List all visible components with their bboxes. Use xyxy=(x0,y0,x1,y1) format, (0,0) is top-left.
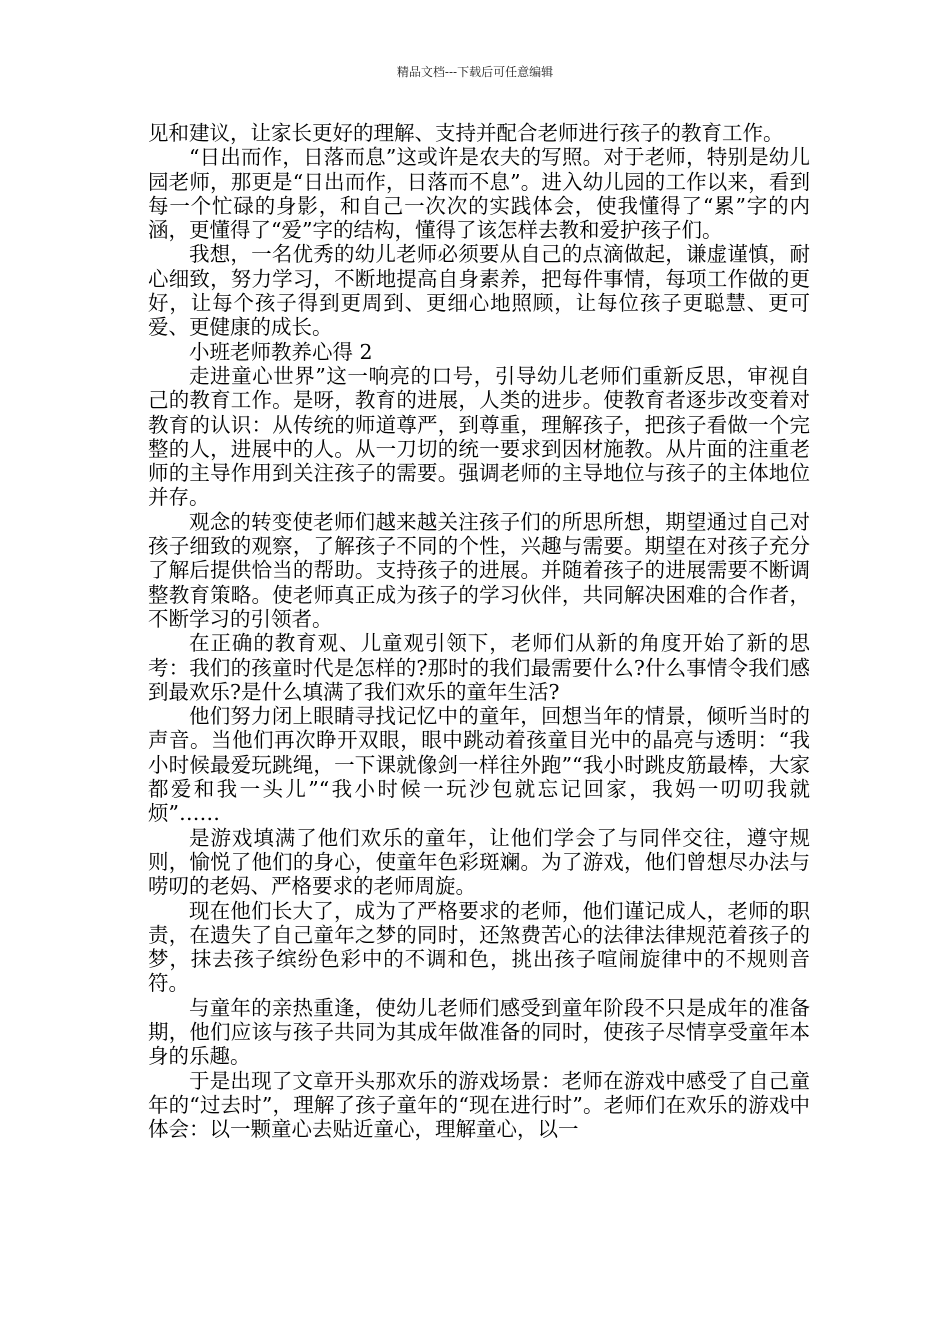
paragraph: 于是出现了文章开头那欢乐的游戏场景：老师在游戏中感受了自己童年的“过去时”，理解了孩子童年的“现在进行时”。老师们在欢乐的游戏中体会：以一颗童心去贴近童心，理解童心，以一 xyxy=(148,1068,810,1142)
paragraph: 是游戏填满了他们欢乐的童年，让他们学会了与同伴交往，遵守规则，愉悦了他们的身心，使童年色彩斑斓。为了游戏，他们曾想尽办法与唠叨的老妈、严格要求的老师周旋。 xyxy=(148,825,810,899)
paragraph: 他们努力闭上眼睛寻找记忆中的童年，回想当年的情景，倾听当时的声音。当他们再次睁开双眼，眼中跳动着孩童目光中的晶亮与透明：“我小时候最爱玩跳绳，一下课就像剑一样往外跑”“我小时跳皮筋最棒，大家都爱和我一头儿”“我小时候一玩沙包就忘记回家，我妈一叨叨我就烦”…… xyxy=(148,704,810,826)
section-heading: 小班老师教养心得 2 xyxy=(189,339,373,364)
paragraph: 见和建议，让家长更好的理解、支持并配合老师进行孩子的教育工作。 xyxy=(148,121,784,145)
paragraph: 现在他们长大了，成为了严格要求的老师，他们谨记成人，老师的职责，在遗失了自己童年之梦的同时，还煞费苦心的法律法律规范着孩子的梦，抹去孩子缤纷色彩中的不调和色，挑出孩子喧闹旋律中的不规则音符。 xyxy=(148,898,810,996)
document-body xyxy=(148,121,810,1141)
paragraph: “日出而作，日落而息”这或许是农夫的写照。对于老师，特别是幼儿园老师，那更是“日出而作，日落而不息”。进入幼儿园的工作以来，看到每一个忙碌的身影，和自己一次次的实践体会，使我懂得了“累”字的内涵，更懂得了“爱”字的结构，懂得了该怎样去教和爱护孩子们。 xyxy=(148,145,810,243)
paragraph: 在正确的教育观、儿童观引领下，老师们从新的角度开始了新的思考：我们的孩童时代是怎样的?那时的我们最需要什么?什么事情令我们感到最欢乐?是什么填满了我们欢乐的童年生活? xyxy=(148,631,810,704)
paragraph: 走进童心世界”这一响亮的口号，引导幼儿老师们重新反思，审视自己的教育工作。是呀，教育的进展，人类的进步。使教育者逐步改变着对教育的认识：从传统的师道尊严，到尊重，理解孩子，把孩子看做一个完整的人，进展中的人。从一刀切的统一要求到因材施教。从片面的注重老师的主导作用到关注孩子的需要。强调老师的主导地位与孩子的主体地位并存。 xyxy=(148,363,810,510)
paragraph: 与童年的亲热重逢，使幼儿老师们感受到童年阶段不只是成年的准备期，他们应该与孩子共同为其成年做准备的同时，使孩子尽情享受童年本身的乐趣。 xyxy=(148,995,810,1069)
paragraph: 我想，一名优秀的幼儿老师必须要从自己的点滴做起，谦虚谨慎，耐心细致，努力学习，不断地提高自身素养，把每件事情，每项工作做的更好，让每个孩子得到更周到、更细心地照顾，让每位孩子更聪慧、更可爱、更健康的成长。 xyxy=(148,242,810,340)
paragraph: 观念的转变使老师们越来越关注孩子们的所思所想，期望通过自己对孩子细致的观察，了解孩子不同的个性，兴趣与需要。期望在对孩子充分了解后提供恰当的帮助。支持孩子的进展。并随着孩子的进展需要不断调整教育策略。使老师真正成为孩子的学习伙伴，共同解决困难的合作者，不断学习的引领者。 xyxy=(148,509,810,631)
page-header: 精品文档---下载后可任意编辑 xyxy=(396,65,554,79)
